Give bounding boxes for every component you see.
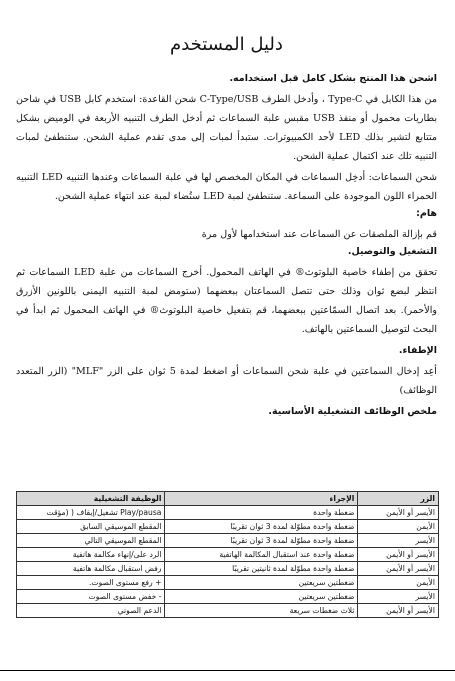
table-cell: - خفض مستوى الصوت bbox=[17, 590, 165, 604]
table-cell: ضغطة واحدة bbox=[165, 506, 358, 520]
section-heading-off: الإطفاء. bbox=[398, 345, 437, 356]
table-cell: الأيسر أو الأيمن bbox=[358, 548, 439, 562]
table-cell: الأيسر bbox=[358, 590, 439, 604]
table-row bbox=[17, 576, 439, 590]
table-header-function: الوظيفة التشغيلية bbox=[17, 492, 165, 506]
table-cell: ثلاث ضغطات سريعة bbox=[165, 604, 358, 618]
table-header-button: الزر bbox=[358, 492, 439, 506]
table-cell: الأيسر bbox=[358, 534, 439, 548]
table-cell: ضغطتين سريعتين bbox=[165, 576, 358, 590]
table-cell: الأيمن bbox=[358, 576, 439, 590]
table-row bbox=[17, 506, 439, 520]
table-cell: المقطع الموسيقي السابق bbox=[17, 520, 165, 534]
table-header-row bbox=[17, 492, 439, 506]
paragraph-charge-case: من هذا الكابل في Type-C ، وأدخل الطرف C-Type/USB شحن القاعدة: استخدم كابل USB في شاحن بطاريات محمول أو منفذ USB مقبس علبة السماعات ثم أدخل الطرف التنبيه الأربعة في الوميض بشكل متتابع لتشير بذلك LED لأحد الكمبيوترات. ستبدأ لمبات إلى مدى تقدم عملية الشحن. ستنطفئ لمبات التنبيه تلك عند اكتمال عملية الشحن. bbox=[16, 94, 437, 162]
page-title: دليل المستخدم bbox=[170, 34, 283, 55]
table-cell: الأيسر أو الأيمن bbox=[358, 604, 439, 618]
table-row bbox=[17, 562, 439, 576]
table-cell: Play/pausa تشغيل/إيقاف ( (مؤقت bbox=[17, 506, 165, 520]
paragraph-important: قم بإزالة الملصقات عن السماعات عند استخدامها لأول مرة bbox=[201, 229, 437, 240]
table-header-action: الإجراء bbox=[165, 492, 358, 506]
table-cell: المقطع الموسيقي التالي bbox=[17, 534, 165, 548]
paragraph-pairing: تحقق من إطفاء خاصية البلوتوث® في الهاتف المحمول. أخرج السماعات من علبة LED السماعات ثم انتظر لبضع ثوان وذلك حتى تتصل السماعتان ببعضهما (ستومض لمبة التنبيه اليمنى باللونين الأزرق والأحمر). بعد اتصال السمّاعتين ببعضهما، قم بتفعيل خاصية البلوتوث® في الهاتف المحمول ثم ابدأ في البحث لتوصيل السماعتين بالهاتف. bbox=[16, 267, 437, 335]
table-cell: الدعم الصوتي bbox=[17, 604, 165, 618]
table-cell: ضغطتين سريعتين bbox=[165, 590, 358, 604]
page-bottom-divider bbox=[0, 670, 455, 671]
section-heading-important: هام: bbox=[416, 208, 437, 219]
table-cell: ضغطة واحدة مطوّلة لمدة 3 ثوان تقريبًا bbox=[165, 520, 358, 534]
table-cell: ضغطة واحدة عند استقبال المكالمة الهاتفية bbox=[165, 548, 358, 562]
table-row bbox=[17, 534, 439, 548]
table-cell: ضغطة واحدة مطوّلة لمدة ثانيتين تقريبًا bbox=[165, 562, 358, 576]
functions-table bbox=[16, 491, 439, 618]
table-row bbox=[17, 548, 439, 562]
table-cell: الأيسر أو الأيمن bbox=[358, 562, 439, 576]
table-row bbox=[17, 590, 439, 604]
table-row bbox=[17, 604, 439, 618]
table-cell: الأيسر أو الأيمن bbox=[358, 506, 439, 520]
section-heading-summary: ملخص الوظائف التشغيلية الأساسية. bbox=[268, 406, 437, 417]
table-cell: + رفع مستوى الصوت. bbox=[17, 576, 165, 590]
section-heading-pairing: التشغيل والتوصيل. bbox=[347, 246, 437, 257]
table-cell: رفض استقبال مكالمة هاتفية bbox=[17, 562, 165, 576]
table-cell: ضغطة واحدة مطوّلة لمدة 3 ثوان تقريبًا bbox=[165, 534, 358, 548]
table-cell: الأيمن bbox=[358, 520, 439, 534]
paragraph-off: أعِد إدخال السماعتين في علبة شحن السماعات أو اضغط لمدة 5 ثوان على الزر "MLF" (الزر المتعدد الوظائف) bbox=[16, 366, 437, 396]
table-cell: الرد على/إنهاء مكالمة هاتفية bbox=[17, 548, 165, 562]
section-heading-charge: اشحن هذا المنتج بشكل كامل قبل استخدامه. bbox=[229, 73, 437, 84]
paragraph-charge-earbuds: شحن السماعات: أدخِل السماعات في المكان المخصص لها في علبة السماعات وعندها التنبيه LED التنبيه الحمراء اللون الموجودة على السماعة. ستنطفئ لمبة LED ستُضاء لمبة عند انتهاء عملية الشحن. bbox=[16, 172, 437, 202]
table-row bbox=[17, 520, 439, 534]
